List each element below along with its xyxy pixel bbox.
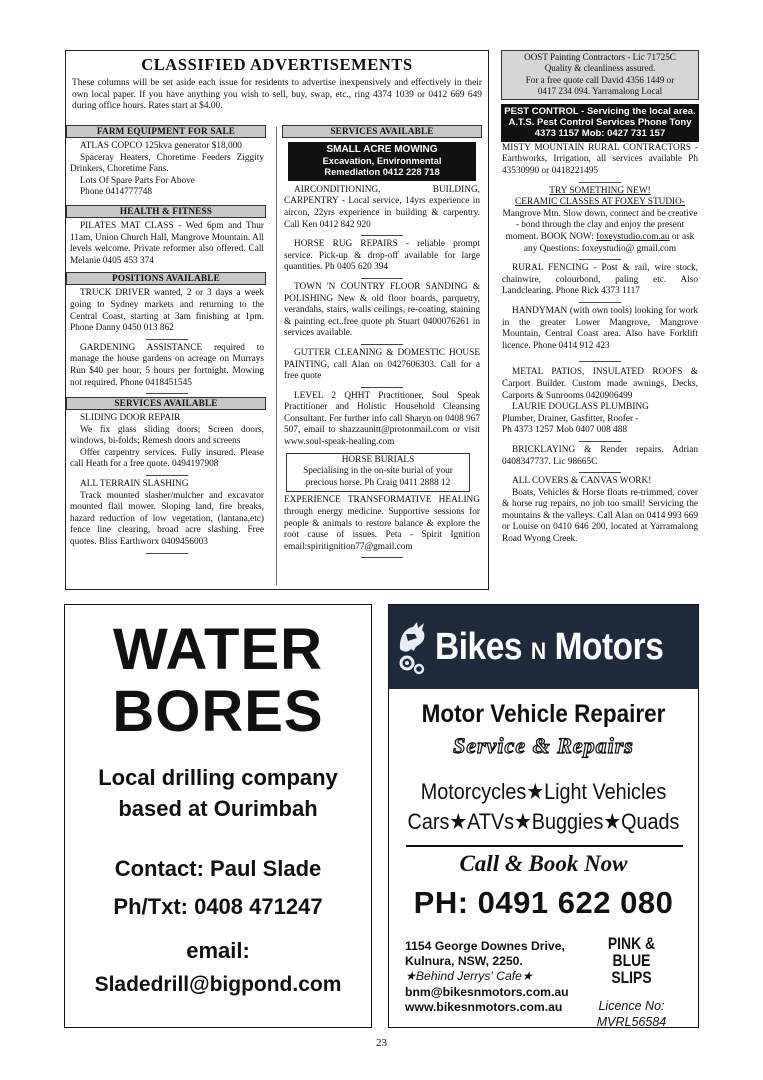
brand-name <box>435 625 663 674</box>
ad-title: ALL COVERS & CANVAS WORK! <box>512 476 652 487</box>
mowing-line-1: SMALL ACRE MOWING <box>326 144 438 155</box>
ad-text: Boats, Vehicles & Horse floats re-trimmed, cover & horse rug repairs, no job too small! Servicing the mountains & the valleys. Call Alan on 0414 993 669 or Louise on 0410 646 200. located at Yarramalong Road Wyong Creek. <box>502 487 698 545</box>
ad-text: RURAL FENCING - Post & rail, wire stock, chainwire, colourbond, paling etc. Also Landclearing. Phone Rick 4373 1117 <box>502 263 698 297</box>
divider <box>579 441 621 442</box>
classified-ads-box <box>65 50 489 590</box>
divider <box>361 278 403 279</box>
bikes-heading: Motor Vehicle Repairer <box>421 700 666 728</box>
ad-text: Phone 0414777748 <box>80 187 153 198</box>
ad-title: TRY SOMETHING NEW! <box>549 185 651 196</box>
pink-blue-slips-block <box>579 935 684 1030</box>
ad-text: Specialising in the on-site burial of your precious horse. Ph Craig 0411 2888 12 <box>303 466 453 488</box>
divider <box>579 182 621 183</box>
brand-banner <box>389 605 698 689</box>
bikes-subheading: Service & Repairs <box>453 733 634 758</box>
divider <box>361 557 403 558</box>
ad-text: OOST Painting Contractors - Lic 71725C <box>524 52 676 62</box>
ad-title: HORSE BURIALS <box>341 454 415 465</box>
classified-column-middle <box>282 125 482 561</box>
classified-intro: These columns will be set aside each issue for residents to advertise inexpensively and effectively in their own local paper. If you have anything you wish to sell, buy, swap, etc., ring 4374 1039 or 0412 669 649 during office hours. Rates start at $4.00. <box>72 78 482 112</box>
classified-column-left <box>66 125 266 557</box>
vehicle-types-line-1: Motorcycles★Light Vehicles <box>420 779 667 804</box>
water-bores-ad <box>64 604 372 1028</box>
section-header-farm-equipment: FARM EQUIPMENT FOR SALE <box>66 125 266 138</box>
divider <box>146 475 188 476</box>
address-line: Kulnura, NSW, 2250. <box>405 954 523 969</box>
bikes-email[interactable]: bnm@bikesnmotors.com.au <box>405 984 569 999</box>
brand-name-part: Bikes <box>435 626 531 668</box>
divider <box>146 339 188 340</box>
ad-title: SLIDING DOOR REPAIR <box>80 413 181 424</box>
water-bores-tagline-2: based at Ourimbah <box>118 796 318 821</box>
section-header-positions: POSITIONS AVAILABLE <box>66 272 266 285</box>
ad-text: TRUCK DRIVER wanted, 2 or 3 days a week going to Sydney markets and returning to the Central Coast, starting at 3am finishing at 1pm. Phone Danny 0450 013 862 <box>70 288 264 334</box>
ad-text: METAL PATIOS, INSULATED ROOFS & Carport Builder. Custom made awnings, Decks, Carports & Sunrooms 0420906499 <box>502 367 698 401</box>
divider <box>361 387 403 388</box>
licence-number: MVRL56584 <box>596 1015 667 1029</box>
water-bores-headline-2: BORES <box>112 679 324 744</box>
divider <box>146 393 188 394</box>
pegasus-gear-logo-icon <box>395 619 429 675</box>
water-bores-phone[interactable]: Ph/Txt: 0408 471247 <box>113 894 323 919</box>
ad-text: We fix glass sliding doors; Screen doors, windows, bi-folds; Remesh doors and screens <box>70 424 264 447</box>
divider <box>579 472 621 473</box>
ad-text: Track mounted slasher/mulcher and excavator mounted flail mower. Sloping land, fire breaks, hazard reduction of low vegetation, (lantana,etc) fence line clearing, broad acre slashing. Free quotes. Bliss Earthworx 0409456003 <box>70 490 264 548</box>
bikes-website[interactable]: www.bikesnmotors.com.au <box>405 999 563 1014</box>
pink-blue-slips-line-1: PINK & BLUE <box>607 934 656 970</box>
right-column-ads <box>501 50 699 590</box>
ad-text: TOWN 'N COUNTRY FLOOR SANDING & POLISHING New & old floor boards, parquetry, verandahs, stairs, walls ceilings, re-coating, staining & painting ect..free quote ph Stuart 0400076261 in services available. <box>284 281 480 339</box>
ad-text: MISTY MOUNTAIN RURAL CONTRACTORS - Earthworks, Irrigation, all services available Ph 43530990 or 0418221495 <box>502 142 698 177</box>
call-to-action: Call & Book Now <box>459 851 628 876</box>
ad-text: HORSE RUG REPAIRS - reliable prompt service. Pick-up & drop-off available for large quantities. Ph 0405 620 394 <box>284 239 480 273</box>
ad-text: EXPERIENCE TRANSFORMATIVE HEALING through energy medicine. Supportive sessions for people & animals to restore balance & explore the root cause of issues. Peta - Spirit Ignition email:spiritignition77@gmail.com <box>284 495 480 552</box>
section-header-health-fitness: HEALTH & FITNESS <box>66 205 266 218</box>
bikes-address-block <box>405 939 585 1015</box>
water-bores-tagline-1: Local drilling company <box>98 765 338 790</box>
classified-title: CLASSIFIED ADVERTISEMENTS <box>141 55 413 74</box>
brand-name-part: N <box>530 638 546 665</box>
ad-text: Offer carpentry services. Fully insured. Please call Heath for a free quote. 0494197908 <box>70 447 264 470</box>
ad-text: For a free quote call David 4356 1449 or <box>525 74 675 85</box>
ad-text: Plumber, Drainer, Gasfitter, Roofer - <box>502 413 639 424</box>
ad-title: LAURIE DOUGLASS PLUMBING <box>512 402 649 413</box>
divider <box>579 361 621 362</box>
brand-name-part: Motors <box>545 626 664 668</box>
ceramic-link[interactable]: foxeystudio.com.au <box>596 232 670 242</box>
column-divider <box>276 127 277 585</box>
water-bores-headline-1: WATER <box>112 617 324 682</box>
page-number: 23 <box>376 1037 387 1049</box>
ad-text: BRICKLAYING & Render repairs. Adrian 0408347737. Lic 98665C <box>502 444 698 467</box>
ad-text: AIRCONDITIONING, BUILDING, CARPENTRY - Local service, 14yrs experience in aircon, 22yrs experience in building & carpentry. Call Ken 0412 842 920 <box>284 184 480 230</box>
ad-title: CERAMIC CLASSES AT FOXEY STUDIO- <box>515 197 685 208</box>
mowing-ad-box <box>288 142 476 181</box>
mowing-line-2: Excavation, Environmental <box>322 155 442 166</box>
ceramic-ad-text <box>502 209 698 255</box>
ad-title: ALL TERRAIN SLASHING <box>80 479 189 490</box>
divider <box>361 344 403 345</box>
ad-text: GUTTER CLEANING & DOMESTIC HOUSE PAINTING, call Alan on 0427606303. Call for a free quote <box>284 347 480 382</box>
oost-painting-ad <box>501 50 699 100</box>
bikes-phone[interactable]: PH: 0491 622 080 <box>413 885 674 920</box>
vehicle-types-line-2: Cars★ATVs★Buggies★Quads <box>407 809 680 834</box>
divider <box>406 845 683 847</box>
bikes-n-motors-ad <box>388 604 699 1028</box>
address-line: 1154 George Downes Drive, <box>405 939 565 953</box>
ad-text: GARDENING ASSISTANCE required to manage the house gardens on acreage on Murrays Run $40 per hour, 5 hours per fortnight. Mowing not required. Phone 0418451545 <box>70 342 264 388</box>
ad-text: Lots Of Spare Parts For Above <box>80 175 195 186</box>
ad-text: or ask any Questions: foxeystudio@ <box>523 232 695 254</box>
divider <box>361 235 403 236</box>
pest-control-ad: PEST CONTROL - Servicing the local area. A.T.S. Pest Control Services Phone Tony 4373 1157 Mob: 0427 731 157 <box>501 104 699 142</box>
ad-text: Mangrove Mtn. Slow down, connect and be creative - bond through the clay and enjoy the present moment. BOOK NOW: <box>502 208 698 242</box>
ad-text: Quality & cleanliness assured. <box>544 63 656 74</box>
ad-text: Ph 4373 1257 Mob 0407 008 488 <box>502 425 627 436</box>
mowing-line-3: Remediation 0412 228 718 <box>324 167 440 178</box>
section-header-services: SERVICES AVAILABLE <box>66 397 266 410</box>
divider <box>146 553 188 554</box>
ad-text: Spaceray Heaters, Choretime Feeders Ziggity Drinkers, Choretime Fans. <box>70 152 264 175</box>
ad-text: PILATES MAT CLASS - Wed 6pm and Thur 11am, Union Church Hall, Mangrove Mountain. All levels welcome. Private reformer also offered. Call Melanie 0405 453 374 <box>70 220 264 266</box>
divider <box>579 302 621 303</box>
water-bores-email-label: email: <box>186 938 250 963</box>
address-line: ★Behind Jerrys' Cafe★ <box>405 969 533 984</box>
water-bores-email[interactable]: Sladedrill@bigpond.com <box>94 973 342 996</box>
ad-text: 0417 234 094. Yarramalong Local <box>537 86 663 97</box>
ad-text: HANDYMAN (with own tools) looking for work in the greater Lower Mangrove, Mangrove Mountain, Central Coast area. Also have Forklift licence. Phone 0414 912 423 <box>502 305 698 351</box>
section-header-services: SERVICES AVAILABLE <box>282 125 482 138</box>
ad-text: gmail.com <box>636 243 677 254</box>
divider <box>579 259 621 260</box>
ad-text: LEVEL 2 QHHT Practitioner, Soul Speak Practitioner and Holistic Household Cleansing Consultant. For further info call Sharyn on 0408 967 507, email to shazzaunitt@protonmail.com or visit www.soul-speak-healing.com <box>284 390 480 448</box>
pink-blue-slips-line-2: SLIPS <box>611 968 652 987</box>
ad-text: ATLAS COPCO 125kva generator $18,000 <box>80 141 242 151</box>
horse-burials-box <box>286 453 470 493</box>
licence-label: Licence No: <box>598 999 665 1013</box>
water-bores-contact: Contact: Paul Slade <box>114 856 322 881</box>
